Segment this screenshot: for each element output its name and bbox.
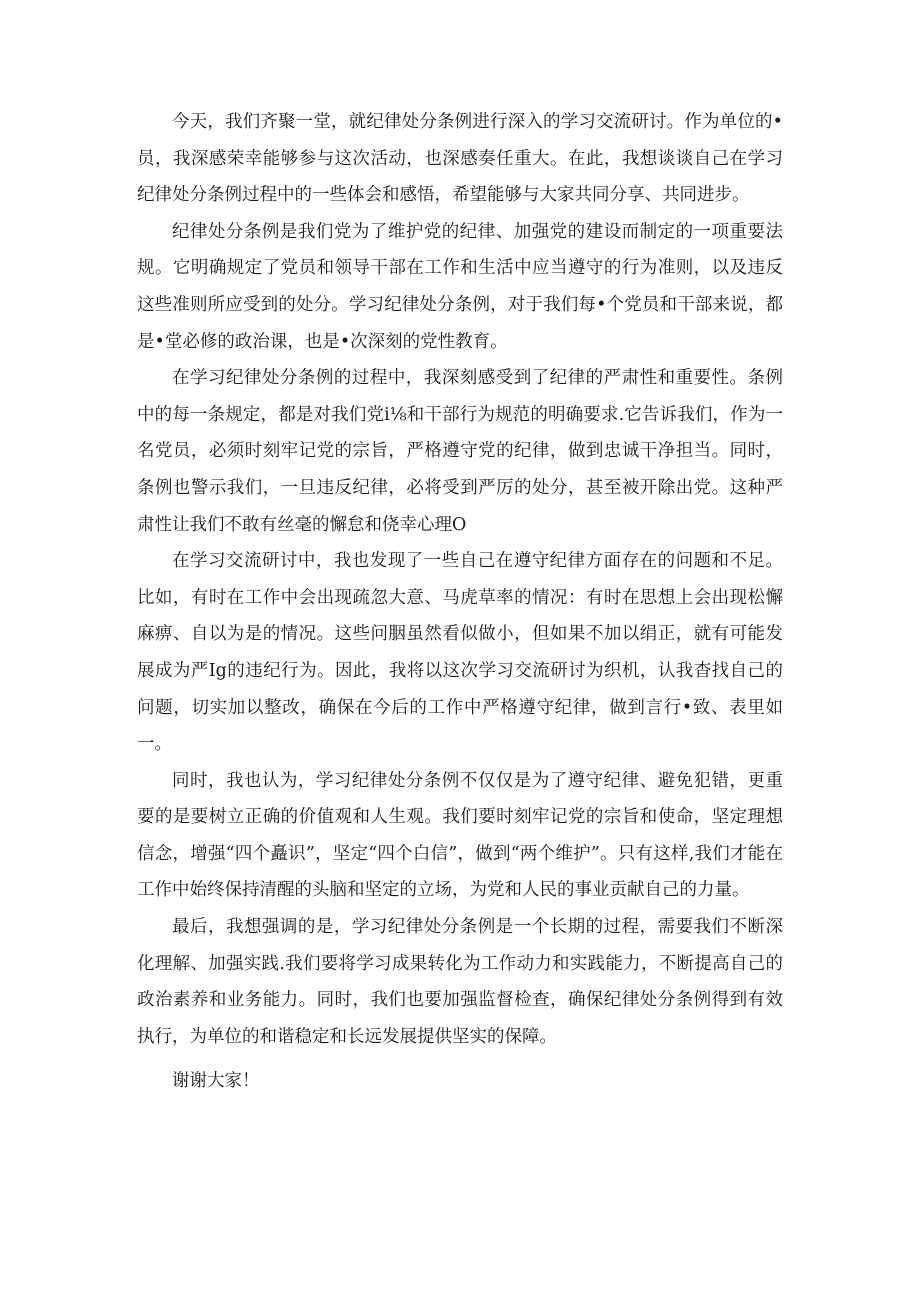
paragraph-opening: 今天，我们齐聚一堂，就纪律处分条例进行深入的学习交流研讨。作为单位的•员，我深感荣幸能够参与这次活动，也深感奏任重大。在此，我想谈谈自己在学习纪律处分条例过程中的一些体会和感悟，希望能够与大家共同分享、共同进步。 xyxy=(137,112,783,206)
paragraph-self-reflection: 在学习交流研讨中，我也发现了一些自己在遵守纪律方面存在的问题和不足。比如，有时在工作中会出现疏忽大意、马虎草率的情况：有时在思想上会出现松懈麻痹、自以为是的情况。这些问胭虽然看似做小，但如果不加以绢正，就有可能发展成为严Ig的违纪行为。因此，我将以这次学习交流研讨为织机，认我杳找自己的问题，切实加以整改，确保在今后的工作中严格遵守纪律，做到言行•致、表里如一。 xyxy=(137,551,783,755)
closing-thanks: 谢谢大家！ xyxy=(172,1071,260,1092)
paragraph-conclusion: 最后，我想强调的是，学习纪律处分条例是一个长期的过程，需要我们不断深化理解、加强实践.我们要将学习成果转化为工作动力和实践能力，不断提高自己的政治素养和业务能力。同时，我们也要加强监督检查，确保纪律处分条例得到有效执行，为单位的和谐稳定和长远发展提供坚实的保障。 xyxy=(137,917,783,1047)
paragraph-regulation-overview: 纪律处分条例是我们党为了维护党的纪律、加强党的建设而制定的一项重要法规。它明确规定了党员和领导干部在工作和生活中应当遵守的行为准则，以及违反这些准则所应受到的处分。学习纪律处分条例，对于我们每•个党员和干部来说，都是•堂必修的政治课，也是•次深刻的党性教育。 xyxy=(137,221,783,352)
document-body xyxy=(137,104,783,1100)
paragraph-seriousness: 在学习纪律处分条例的过程中，我深刻感受到了纪律的严肃性和重要性。条例中的每一条规定，都是对我们党i⅛和干部行为规范的明确要求.它告诉我们，作为一名党员，必须时刻牢记党的宗旨，严格遵守党的纪律，做到忠诚干净担当。同时，条例也警示我们，一旦违反纪律，必将受到严厉的处分，甚至被开除出党。这种严肃性让我们不敢有丝毫的懈怠和侥幸心理O xyxy=(137,368,783,535)
paragraph-values: 同时，我也认为，学习纪律处分条例不仅仅是为了遵守纪律、避免犯错，更重要的是要树立正确的价值观和人生观。我们要时刻牢记党的宗旨和使命，坚定理想信念，增强“四个矗识”，坚定“四个白信”，做到“两个维护”。只有这样,我们才能在工作中始终保持清醒的头脑和坚定的立场，为党和人民的事业贡献自己的力量。 xyxy=(137,770,783,901)
